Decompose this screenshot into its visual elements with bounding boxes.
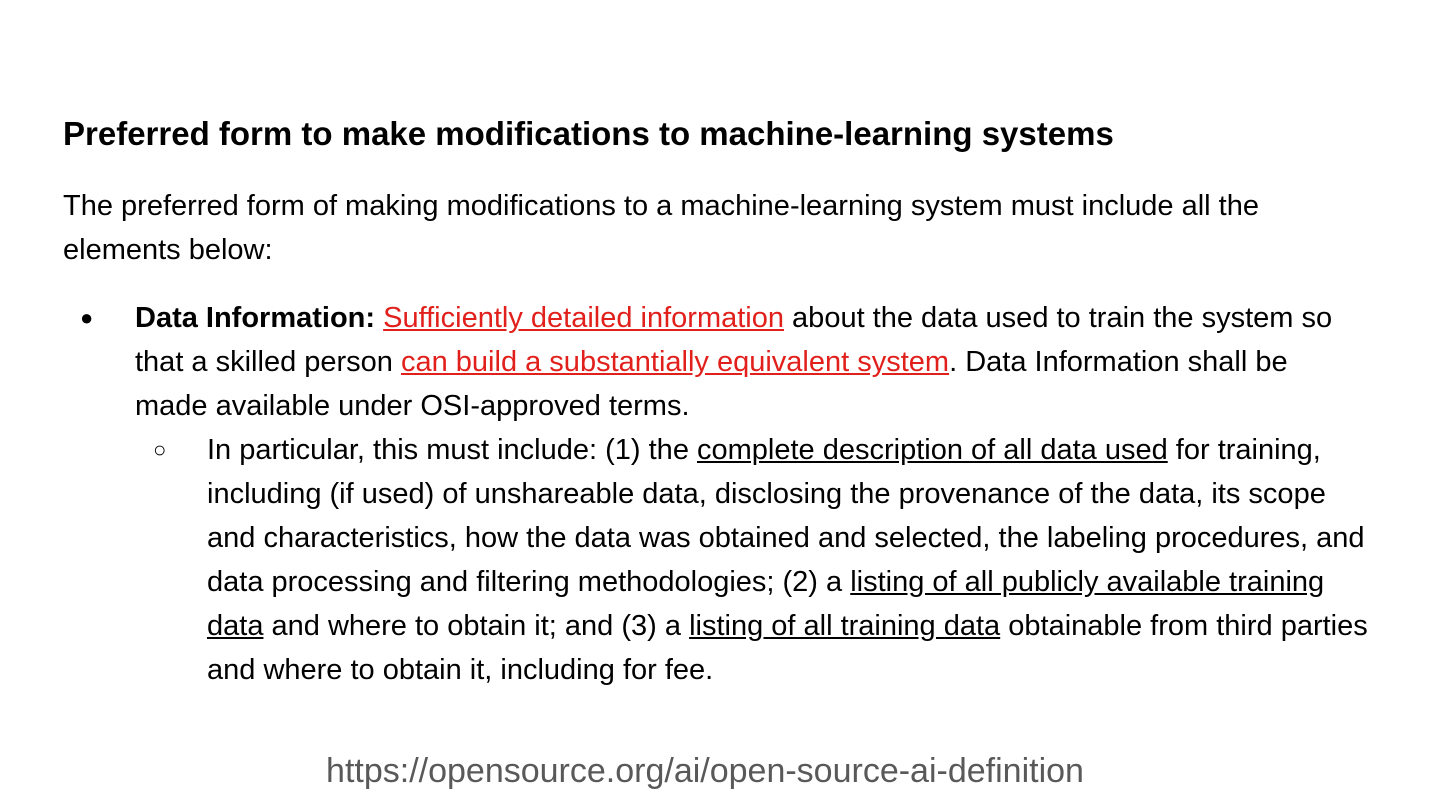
sub-text-part-2: for training, including (if used) of unshareable data, disclosing the provenance of the data, its scope and characteristics, how the data was obtained and selected, the labeling procedures, and data processing and filtering methodologies; (2) a	[207, 434, 1365, 598]
link-substantially-equivalent-system[interactable]: can build a substantially equivalent system	[400, 346, 950, 378]
intro-paragraph: The preferred form of making modifications to a machine-learning system must include all the elements below:	[63, 190, 1259, 266]
bullet-text	[135, 296, 1335, 428]
link-listing-of-all-training-data[interactable]: listing of all training data	[689, 610, 1001, 642]
sub-bullet-text	[207, 428, 1377, 692]
link-listing-of-publicly-available-training-data[interactable]: listing of all publicly available training data	[207, 566, 1325, 642]
link-complete-description-of-all-data-used[interactable]: complete description of all data used	[697, 434, 1168, 466]
bullet-dot-icon: ●	[80, 305, 94, 330]
bullet-label: Data Information:	[135, 302, 376, 334]
link-sufficiently-detailed-information[interactable]: Sufficiently detailed information	[383, 302, 784, 334]
bullet-text-part-2: . Data Information shall be made available under OSI-approved terms.	[135, 346, 1288, 422]
bullet-text-part-1: about the data used to train the system so that a skilled person	[135, 302, 1333, 378]
slide-title: Preferred form to make modifications to machine-learning systems	[63, 115, 1114, 152]
sub-text-part-3: and where to obtain it; and (3) a	[263, 610, 690, 642]
sub-text-part-1: In particular, this must include: (1) the	[207, 434, 697, 466]
footer-url: https://opensource.org/ai/open-source-ai-definition	[326, 752, 1084, 790]
circle-bullet-icon: ○	[153, 437, 167, 462]
sub-text-part-4: obtainable from third parties and where to obtain it, including for fee.	[207, 610, 1368, 686]
